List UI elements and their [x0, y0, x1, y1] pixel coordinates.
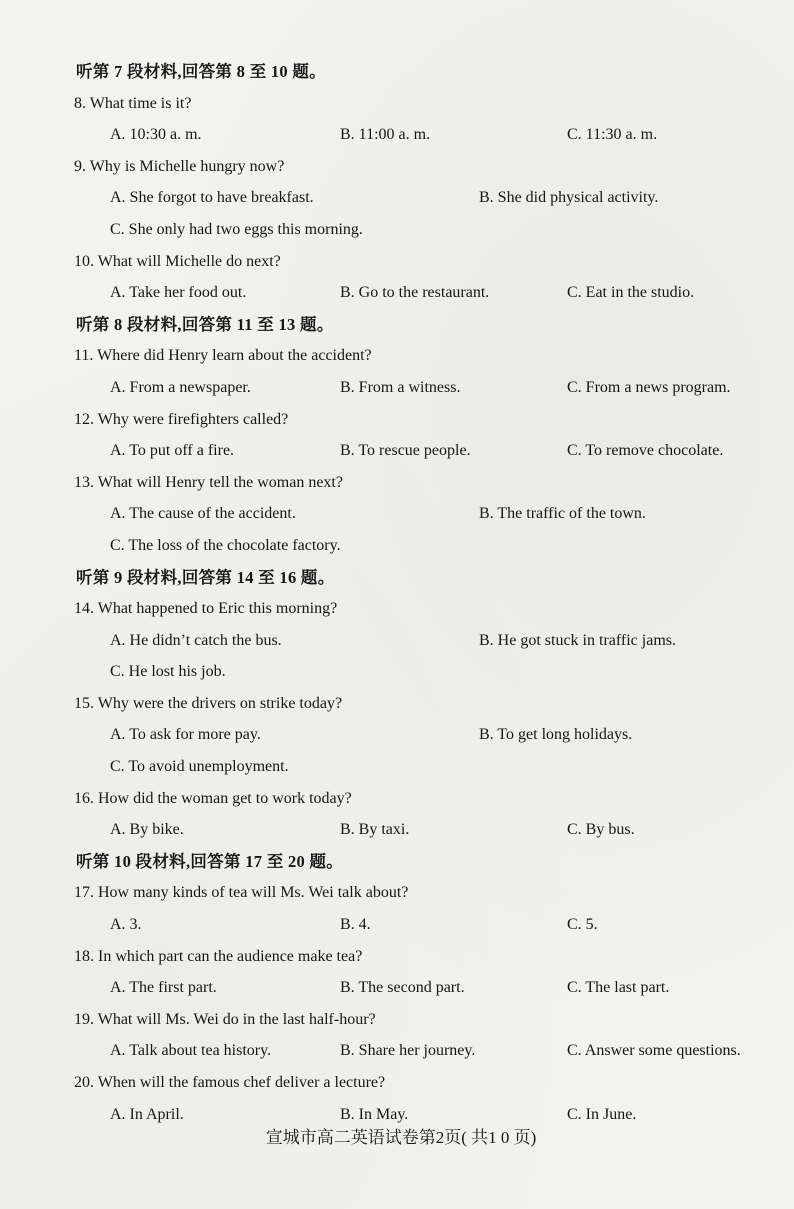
option-c: C. She only had two eggs this morning. [110, 220, 363, 238]
question-14-options-row2 [0, 656, 794, 688]
question-13-options-row2 [0, 530, 794, 562]
option-b: B. By taxi. [340, 821, 410, 839]
option-b: B. The second part. [340, 979, 465, 997]
question-stem: 12. Why were firefighters called? [74, 410, 289, 428]
option-a: A. The first part. [110, 979, 217, 997]
option-a: A. He didn’t catch the bus. [110, 631, 282, 649]
option-b: B. Share her journey. [340, 1042, 476, 1060]
question-18 [0, 941, 794, 973]
option-c: C. 5. [567, 916, 598, 934]
option-c: C. In June. [567, 1105, 637, 1123]
question-stem: 11. Where did Henry learn about the accident? [74, 347, 372, 365]
question-stem: 15. Why were the drivers on strike today? [74, 694, 343, 712]
question-19 [0, 1004, 794, 1036]
section-heading: 听第 9 段材料,回答第 14 至 16 题。 [76, 567, 335, 587]
option-c: C. To avoid unemployment. [110, 758, 289, 776]
question-20 [0, 1067, 794, 1099]
option-b: B. Go to the restaurant. [340, 284, 490, 302]
question-stem: 17. How many kinds of tea will Ms. Wei talk about? [74, 884, 409, 902]
option-b: B. She did physical activity. [479, 189, 659, 207]
question-12 [0, 404, 794, 436]
question-9-options-row2 [0, 214, 794, 246]
option-b: B. From a witness. [340, 378, 461, 396]
option-a: A. In April. [110, 1105, 184, 1123]
option-a: A. Take her food out. [110, 284, 247, 302]
question-9 [0, 151, 794, 183]
question-stem: 9. Why is Michelle hungry now? [74, 157, 285, 175]
question-13 [0, 467, 794, 499]
question-19-options [0, 1035, 794, 1067]
option-a: A. The cause of the accident. [110, 505, 296, 523]
option-c: C. He lost his job. [110, 663, 226, 681]
question-8-options [0, 119, 794, 151]
option-b: B. 4. [340, 916, 371, 934]
question-stem: 13. What will Henry tell the woman next? [74, 473, 343, 491]
question-18-options [0, 972, 794, 1004]
question-stem: 18. In which part can the audience make tea? [74, 947, 363, 965]
option-b: B. In May. [340, 1105, 409, 1123]
option-b: B. To get long holidays. [479, 726, 633, 744]
question-10 [0, 246, 794, 278]
option-c: C. Eat in the studio. [567, 284, 695, 302]
question-15-options-row2 [0, 751, 794, 783]
section-heading-line [0, 846, 794, 878]
option-a: A. She forgot to have breakfast. [110, 189, 314, 207]
question-stem: 10. What will Michelle do next? [74, 252, 281, 270]
question-stem: 20. When will the famous chef deliver a lecture? [74, 1074, 386, 1091]
option-a: A. 10:30 a. m. [110, 126, 202, 144]
option-c: C. From a news program. [567, 378, 731, 396]
option-c: C. Answer some questions. [567, 1042, 741, 1060]
question-stem: 19. What will Ms. Wei do in the last half-hour? [74, 1010, 376, 1028]
option-c: C. By bus. [567, 821, 635, 839]
section-heading: 听第 10 段材料,回答第 17 至 20 题。 [76, 851, 344, 871]
question-11 [0, 340, 794, 372]
section-heading-line [0, 309, 794, 341]
option-b: B. The traffic of the town. [479, 505, 646, 523]
question-stem: 14. What happened to Eric this morning? [74, 600, 338, 618]
option-a: A. To put off a fire. [110, 442, 235, 460]
option-a: A. 3. [110, 916, 142, 934]
option-c: C. The last part. [567, 979, 670, 997]
question-15-options [0, 719, 794, 751]
option-a: A. To ask for more pay. [110, 726, 261, 744]
option-c: C. The loss of the chocolate factory. [110, 536, 341, 554]
question-14 [0, 593, 794, 625]
option-b: B. He got stuck in traffic jams. [479, 631, 676, 649]
section-heading: 听第 8 段材料,回答第 11 至 13 题。 [76, 314, 334, 334]
question-12-options [0, 435, 794, 467]
question-10-options [0, 277, 794, 309]
question-9-options [0, 182, 794, 214]
question-16 [0, 783, 794, 815]
option-c: C. 11:30 a. m. [567, 126, 658, 144]
question-stem: 8. What time is it? [74, 94, 192, 112]
option-b: B. 11:00 a. m. [340, 126, 431, 144]
question-17 [0, 877, 794, 909]
section-heading: 听第 7 段材料,回答第 8 至 10 题。 [76, 62, 326, 81]
page-footer: 宣城市高二英语试卷第2页( 共1 0 页) [265, 1128, 537, 1147]
option-a: A. Talk about tea history. [110, 1042, 272, 1060]
question-8 [0, 88, 794, 120]
option-b: B. To rescue people. [340, 442, 471, 460]
question-17-options [0, 909, 794, 941]
section-heading-line [0, 56, 794, 88]
question-16-options [0, 814, 794, 846]
option-c: C. To remove chocolate. [567, 442, 724, 460]
option-a: A. From a newspaper. [110, 378, 251, 396]
question-14-options [0, 625, 794, 657]
option-a: A. By bike. [110, 821, 184, 839]
question-15 [0, 688, 794, 720]
section-heading-line [0, 562, 794, 594]
question-11-options [0, 372, 794, 404]
question-list [0, 56, 794, 1130]
question-13-options [0, 498, 794, 530]
question-stem: 16. How did the woman get to work today? [74, 789, 352, 807]
